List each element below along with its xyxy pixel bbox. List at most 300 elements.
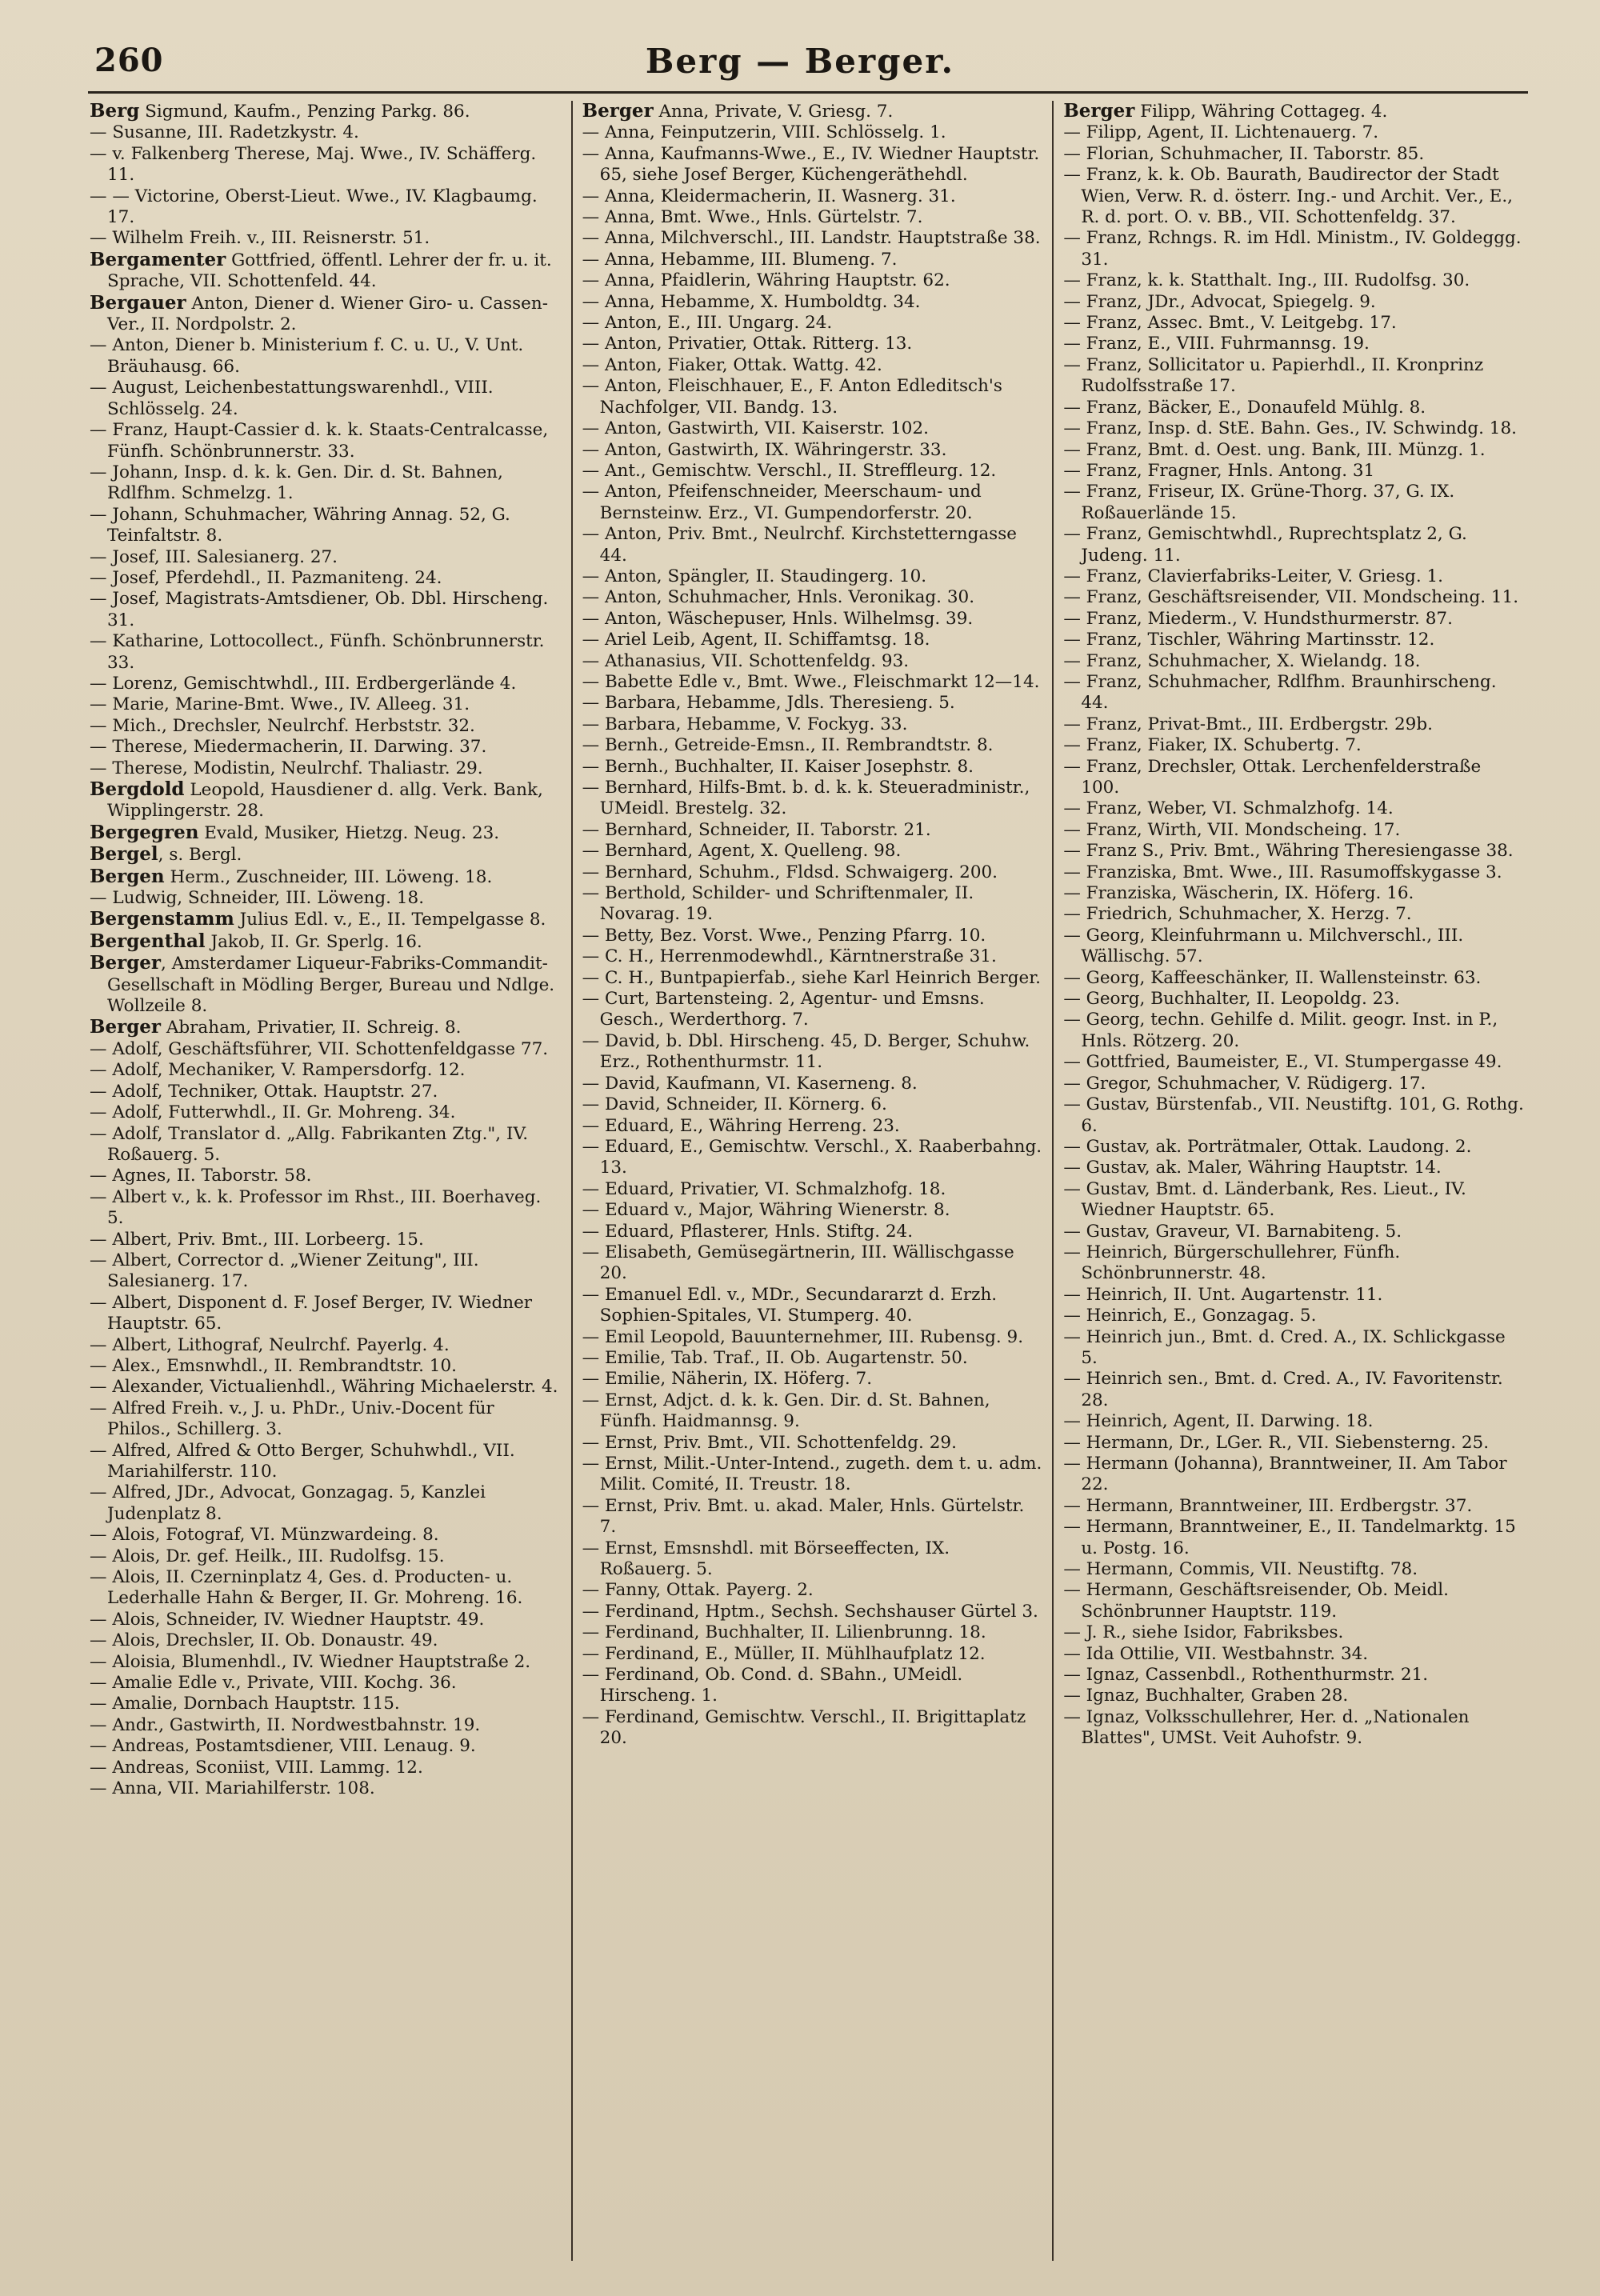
- entry-text: — Ferdinand, Ob. Cond. d. SBahn., UMeidl. Hirscheng. 1.: [582, 1665, 963, 1706]
- entry-text: — Johann, Insp. d. k. k. Gen. Dir. d. St. Bahnen, Rdlfhm. Schmelzg. 1.: [90, 462, 503, 504]
- entry-text: — Franz S., Priv. Bmt., Währing Theresiengasse 38.: [1063, 841, 1514, 862]
- entry-text: — Josef, Pferdehdl., II. Pazmaniteng. 24.: [90, 567, 442, 588]
- entry-text: — Therese, Miedermacherin, II. Darwing. 37.: [90, 737, 487, 758]
- directory-entry: [90, 1778, 562, 1799]
- directory-entry: [90, 1166, 562, 1186]
- directory-entry: [1063, 862, 1524, 883]
- entry-text: — Ernst, Priv. Bmt. u. akad. Maler, Hnls. Gürtelstr. 7.: [582, 1495, 1025, 1538]
- directory-entry: [582, 735, 1043, 756]
- entry-text: — v. Falkenberg Therese, Maj. Wwe., IV. Schäfferg. 11.: [90, 143, 537, 186]
- entry-text: — Franz, Tischler, Währing Martinsstr. 12.: [1063, 630, 1435, 650]
- directory-entry: [1063, 609, 1524, 630]
- directory-entry: [90, 779, 562, 822]
- entry-text: — Alois, Dr. gef. Heilk., III. Rudolfsg. 15.: [90, 1546, 445, 1566]
- entry-text: — Franz, Privat-Bmt., III. Erdbergstr. 29b.: [1063, 714, 1433, 734]
- entry-text: — Ant., Gemischtw. Verschl., II. Streffleurg. 12.: [582, 460, 997, 481]
- directory-entry: [1063, 101, 1524, 122]
- directory-entry: [90, 953, 562, 1017]
- directory-entry: [1063, 398, 1524, 418]
- directory-entry: [1063, 1327, 1524, 1370]
- entry-text: — Heinrich, Agent, II. Darwing. 18.: [1063, 1411, 1374, 1432]
- entry-text: — Heinrich, II. Unt. Augartenstr. 11.: [1063, 1284, 1383, 1305]
- entry-text: — Ignaz, Volksschullehrer, Her. d. „Nationalen Blattes", UMSt. Veit Auhofstr. 9.: [1063, 1706, 1470, 1749]
- directory-entry: [582, 122, 1043, 143]
- directory-entry: [90, 1060, 562, 1081]
- directory-entry: [90, 1567, 562, 1610]
- directory-entry: [90, 1377, 562, 1398]
- entry-text: — Alfred, JDr., Advocat, Gonzagag. 5, Kanzlei Judenplatz 8.: [90, 1482, 486, 1524]
- entry-surname: Berger: [90, 1016, 162, 1038]
- entry-text: — Anna, Milchverschl., III. Landstr. Hauptstraße 38.: [582, 228, 1041, 249]
- entry-text: — Franz, Schuhmacher, Rdlfhm. Braunhirscheng. 44.: [1063, 671, 1497, 714]
- running-head: Berg — Berger.: [645, 42, 955, 81]
- entry-text: — Alfred Freih. v., J. u. PhDr., Univ.-Docent für Philos., Schillerg. 3.: [90, 1398, 494, 1440]
- entry-text: — Athanasius, VII. Schottenfeldg. 93.: [582, 650, 910, 671]
- entry-text: — — Victorine, Oberst-Lieut. Wwe., IV. Klagbaumg. 17.: [90, 186, 538, 228]
- directory-entry: [90, 186, 562, 229]
- entry-surname: Berger: [582, 101, 654, 122]
- directory-entry: [582, 1137, 1043, 1179]
- directory-entry: [1063, 1517, 1524, 1559]
- entry-text: — Eduard v., Major, Währing Wienerstr. 8.: [582, 1200, 950, 1221]
- entry-text: — August, Leichenbestattungswarenhdl., VIII. Schlösselg. 24.: [90, 378, 494, 419]
- directory-entry: [582, 1644, 1043, 1665]
- entry-text: — Franz, Haupt-Cassier d. k. k. Staats-Centralcasse, Fünfh. Schönbrunnerstr. 33.: [90, 420, 549, 462]
- directory-entry: [582, 207, 1043, 228]
- entry-text: — Ferdinand, Buchhalter, II. Lilienbrunng. 18.: [582, 1622, 986, 1643]
- entry-surname: Bergegren: [90, 821, 199, 843]
- entry-text: — Anna, Pfaidlerin, Währing Hauptstr. 62.: [582, 270, 950, 291]
- entry-text: Anna, Private, V. Griesg. 7.: [653, 102, 894, 122]
- directory-entry: [90, 1082, 562, 1102]
- entry-text: — Anton, Priv. Bmt., Neulrchf. Kirchstetterngasse 44.: [582, 524, 1017, 566]
- entry-text: — Anna, Kaufmanns-Wwe., E., IV. Wiedner Hauptstr. 65, siehe Josef Berger, Küchengeräthehdl.: [582, 143, 1040, 186]
- page-number: 260: [94, 42, 164, 79]
- directory-entry: [90, 931, 562, 953]
- directory-entry: [582, 1327, 1043, 1348]
- entry-text: — Franz, Rchngs. R. im Hdl. Ministm., IV. Goldeggg. 31.: [1063, 228, 1522, 270]
- directory-entry: [1063, 228, 1524, 270]
- entry-text: — Ludwig, Schneider, III. Löweng. 18.: [90, 888, 425, 909]
- directory-entry: [1063, 735, 1524, 756]
- directory-entry: [1063, 270, 1524, 291]
- entry-text: — Anton, Wäschepuser, Hnls. Wilhelmsg. 39.: [582, 608, 974, 629]
- column-3: [1052, 101, 1534, 2261]
- entry-text: — Anton, Spängler, II. Staudingerg. 10.: [582, 566, 927, 586]
- directory-entry: [1063, 165, 1524, 228]
- entry-text: — Katharine, Lottocollect., Fünfh. Schönbrunnerstr. 33.: [90, 631, 545, 673]
- entry-text: — Franz, k. k. Ob. Baurath, Baudirector der Stadt Wien, Verw. R. d. österr. Ing.- und Archit. Ver., E., R. d. port. O. v. BB., VII. Schottenfeldg. 37.: [1063, 165, 1513, 228]
- directory-entry: [90, 1250, 562, 1293]
- directory-entry: [90, 144, 562, 186]
- entry-text: — Emil Leopold, Bauunternehmer, III. Rubensg. 9.: [582, 1326, 1024, 1347]
- entry-text: Abraham, Privatier, II. Schreig. 8.: [161, 1018, 462, 1038]
- directory-entry: [1063, 524, 1524, 566]
- directory-entry: [1063, 440, 1524, 461]
- column-1: [90, 101, 571, 2261]
- directory-entry: [1063, 1496, 1524, 1517]
- entry-text: — David, Kaufmann, VI. Kaserneng. 8.: [582, 1073, 918, 1094]
- entry-text: — Mich., Drechsler, Neulrchf. Herbststr. 32.: [90, 715, 475, 736]
- entry-text: — Adolf, Futterwhdl., II. Gr. Mohreng. 34.: [90, 1102, 456, 1123]
- directory-entry: [90, 228, 562, 249]
- entry-text: — Gustav, ak. Porträtmaler, Ottak. Laudong. 2.: [1063, 1136, 1472, 1157]
- directory-entry: [1063, 482, 1524, 524]
- directory-entry: [90, 1293, 562, 1335]
- entry-text: — Emilie, Näherin, IX. Höferg. 7.: [582, 1369, 873, 1390]
- directory-entry: [90, 462, 562, 505]
- entry-text: — Franz, Sollicitator u. Papierhdl., II. Kronprinz Rudolfsstraße 17.: [1063, 354, 1484, 397]
- directory-entry: [1063, 1369, 1524, 1411]
- entry-text: — Heinrich, Bürgerschullehrer, Fünfh. Schönbrunnerstr. 48.: [1063, 1242, 1401, 1284]
- directory-entry: [582, 609, 1043, 630]
- entry-text: — Anna, VII. Mariahilferstr. 108.: [90, 1778, 375, 1799]
- directory-entry: [1063, 841, 1524, 862]
- entry-text: — Gustav, Graveur, VI. Barnabiteng. 5.: [1063, 1221, 1402, 1242]
- entry-text: — Anna, Hebamme, III. Blumeng. 7.: [582, 249, 898, 270]
- directory-entry: [1063, 989, 1524, 1010]
- entry-text: — Eduard, Privatier, VI. Schmalzhofg. 18.: [582, 1178, 946, 1199]
- entry-text: — Franz, Friseur, IX. Grüne-Thorg. 37, G. IX. Roßauerlände 15.: [1063, 482, 1455, 523]
- directory-entry: [1063, 1707, 1524, 1750]
- entry-surname: Berg: [90, 101, 140, 122]
- entry-surname: Bergauer: [90, 291, 186, 314]
- entry-text: — Ida Ottilie, VII. Westbahnstr. 34.: [1063, 1643, 1369, 1664]
- entry-text: — Wilhelm Freih. v., III. Reisnerstr. 51.: [90, 228, 430, 249]
- directory-entry: [1063, 587, 1524, 608]
- entry-surname: Bergen: [90, 865, 165, 887]
- directory-entry: [1063, 820, 1524, 841]
- directory-entry: [582, 482, 1043, 524]
- directory-entry: [582, 968, 1043, 989]
- entry-text: , s. Bergl.: [158, 845, 242, 866]
- directory-entry: [1063, 630, 1524, 650]
- entry-text: — Susanne, III. Radetzkystr. 4.: [90, 122, 359, 143]
- directory-entry: [90, 1694, 562, 1714]
- directory-entry: [1063, 1665, 1524, 1686]
- directory-entry: [90, 1525, 562, 1546]
- entry-text: — Alois, Schneider, IV. Wiedner Hauptstr. 49.: [90, 1609, 485, 1630]
- entry-text: — Agnes, II. Taborstr. 58.: [90, 1166, 312, 1186]
- entry-text: — Franz, JDr., Advocat, Spiegelg. 9.: [1063, 291, 1376, 312]
- directory-entry: [1063, 1644, 1524, 1665]
- entry-text: — Eduard, Pflasterer, Hnls. Stiftg. 24.: [582, 1221, 914, 1242]
- entry-text: — Johann, Schuhmacher, Währing Annag. 52, G. Teinfaltstr. 8.: [90, 504, 510, 546]
- entry-text: — Ernst, Milit.-Unter-Intend., zugeth. dem t. u. adm. Milit. Comité, II. Treustr. 18.: [582, 1454, 1042, 1495]
- directory-entry: [1063, 355, 1524, 398]
- entry-text: — Franz, Assec. Bmt., V. Leitgebg. 17.: [1063, 313, 1397, 334]
- directory-entry: [1063, 1454, 1524, 1496]
- entry-surname: Bergdold: [90, 778, 185, 800]
- entry-text: — Georg, Kaffeeschänker, II. Wallensteinstr. 63.: [1063, 967, 1482, 988]
- directory-entry: [90, 694, 562, 715]
- directory-entry: [90, 1546, 562, 1567]
- entry-text: — Josef, III. Salesianerg. 27.: [90, 546, 338, 567]
- entry-text: — Georg, Buchhalter, II. Leopoldg. 23.: [1063, 989, 1400, 1010]
- entry-text: — Ferdinand, E., Müller, II. Mühlhaufplatz 12.: [582, 1643, 986, 1664]
- directory-entry: [582, 334, 1043, 354]
- directory-entry: [90, 378, 562, 420]
- directory-entry: [1063, 1010, 1524, 1052]
- entry-text: — Hermann, Dr., LGer. R., VII. Siebensterng. 25.: [1063, 1432, 1490, 1453]
- entry-text: — Franz, Wirth, VII. Mondscheing. 17.: [1063, 819, 1401, 840]
- directory-entry: [1063, 1222, 1524, 1242]
- entry-text: — Emilie, Tab. Traf., II. Ob. Augartenstr. 50.: [582, 1347, 968, 1368]
- entry-text: — Franz, Clavierfabriks-Leiter, V. Griesg. 1.: [1063, 566, 1443, 586]
- entry-text: — Andr., Gastwirth, II. Nordwestbahnstr. 19.: [90, 1714, 481, 1735]
- directory-entry: [582, 1094, 1043, 1115]
- directory-entry: [582, 1390, 1043, 1433]
- entry-text: — Amalie Edle v., Private, VIII. Kochg. 36.: [90, 1673, 457, 1694]
- directory-entry: [90, 1673, 562, 1694]
- directory-entry: [582, 1348, 1043, 1369]
- header-rule: [88, 91, 1528, 94]
- entry-text: Anton, Diener d. Wiener Giro- u. Cassen-Ver., II. Nordpolstr. 2.: [107, 293, 548, 335]
- directory-entry: [1063, 1137, 1524, 1158]
- entry-surname: Bergenstamm: [90, 908, 234, 930]
- directory-entry: [90, 716, 562, 737]
- directory-entry: [90, 293, 562, 336]
- entry-text: — Franz, Schuhmacher, X. Wielandg. 18.: [1063, 650, 1421, 671]
- directory-entry: [582, 1200, 1043, 1221]
- directory-entry: [1063, 1580, 1524, 1622]
- directory-entry: [582, 1285, 1043, 1327]
- directory-entry: [1063, 313, 1524, 334]
- directory-entry: [90, 505, 562, 547]
- entry-text: — Alfred, Alfred & Otto Berger, Schuhwhdl., VII. Mariahilferstr. 110.: [90, 1440, 515, 1482]
- entry-surname: Berger: [1063, 101, 1135, 122]
- entry-text: — Marie, Marine-Bmt. Wwe., IV. Alleeg. 31.: [90, 694, 470, 715]
- directory-entry: [582, 841, 1043, 862]
- directory-entry: [1063, 798, 1524, 819]
- directory-entry: [1063, 1094, 1524, 1137]
- entry-text: — Eduard, E., Währing Herreng. 23.: [582, 1115, 900, 1136]
- directory-entry: [90, 674, 562, 694]
- entry-text: — David, Schneider, II. Körnerg. 6.: [582, 1094, 887, 1115]
- directory-entry: [90, 1230, 562, 1250]
- entry-surname: Bergenthal: [90, 930, 206, 952]
- directory-entry: [1063, 1306, 1524, 1326]
- entry-text: — Alex., Emsnwhdl., II. Rembrandtstr. 10.: [90, 1355, 457, 1376]
- directory-entry: [90, 1441, 562, 1483]
- directory-entry: [1063, 1179, 1524, 1222]
- directory-entry: [90, 1736, 562, 1757]
- directory-entry: [90, 547, 562, 568]
- entry-text: — Ignaz, Buchhalter, Graben 28.: [1063, 1686, 1349, 1706]
- entry-text: — Bernhard, Schneider, II. Taborstr. 21.: [582, 819, 931, 840]
- directory-entry: [90, 1630, 562, 1651]
- entry-text: — Friedrich, Schuhmacher, X. Herzg. 7.: [1063, 904, 1412, 925]
- entry-text: — Therese, Modistin, Neulrchf. Thaliastr. 29.: [90, 758, 483, 778]
- entry-text: — Gustav, Bürstenfab., VII. Neustiftg. 101, G. Rothg. 6.: [1063, 1094, 1524, 1136]
- directory-entry: [1063, 757, 1524, 799]
- directory-entry: [582, 587, 1043, 608]
- entry-text: — Hermann (Johanna), Branntweiner, II. Am Tabor 22.: [1063, 1454, 1507, 1495]
- entry-text: — Anton, E., III. Ungarg. 24.: [582, 313, 833, 334]
- directory-entry: [582, 630, 1043, 650]
- directory-entry: [582, 714, 1043, 735]
- directory-entry: [90, 1652, 562, 1673]
- entry-text: — Hermann, Branntweiner, III. Erdbergstr. 37.: [1063, 1495, 1473, 1516]
- directory-entry: [582, 566, 1043, 587]
- directory-entry: [1063, 1285, 1524, 1306]
- entry-text: — Bernhard, Agent, X. Quelleng. 98.: [582, 841, 902, 862]
- directory-entry: [1063, 904, 1524, 925]
- entry-text: — Franz, Fragner, Hnls. Antong. 31: [1063, 460, 1375, 481]
- entry-text: — Adolf, Mechaniker, V. Rampersdorfg. 12.: [90, 1060, 466, 1081]
- entry-text: — Elisabeth, Gemüsegärtnerin, III. Wällischgasse 20.: [582, 1242, 1014, 1284]
- directory-entry: [582, 862, 1043, 883]
- entry-text: — Andreas, Sconiist, VIII. Lammg. 12.: [90, 1757, 423, 1778]
- directory-entry: [90, 122, 562, 143]
- entry-text: — Andreas, Postamtsdiener, VIII. Lenaug. 9.: [90, 1736, 476, 1757]
- directory-entry: [1063, 461, 1524, 482]
- entry-text: — Barbara, Hebamme, V. Fockyg. 33.: [582, 714, 908, 734]
- directory-entry: [582, 1707, 1043, 1750]
- directory-entry: [90, 1124, 562, 1166]
- directory-entry: [582, 1116, 1043, 1137]
- entry-surname: Bergel: [90, 843, 158, 866]
- directory-entry: [1063, 122, 1524, 143]
- directory-entry: [582, 144, 1043, 186]
- directory-entry: [582, 1454, 1043, 1496]
- directory-entry: [1063, 418, 1524, 439]
- entry-text: — Franz, Bäcker, E., Donaufeld Mühlg. 8.: [1063, 397, 1426, 418]
- directory-entry: [582, 1602, 1043, 1622]
- entry-text: Julius Edl. v., E., II. Tempelgasse 8.: [234, 910, 546, 930]
- entry-text: — David, b. Dbl. Hirscheng. 45, D. Berger, Schuhw. Erz., Rothenthurmstr. 11.: [582, 1030, 1030, 1073]
- entry-text: — Anton, Privatier, Ottak. Ritterg. 13.: [582, 334, 913, 354]
- directory-entry: [582, 651, 1043, 672]
- directory-entry: [90, 1482, 562, 1525]
- directory-entry: [582, 926, 1043, 946]
- directory-entry: [90, 1610, 562, 1630]
- directory-entry: [582, 1242, 1043, 1285]
- directory-entry: [582, 461, 1043, 482]
- entry-text: Jakob, II. Gr. Sperlg. 16.: [205, 931, 422, 952]
- entry-text: Leopold, Hausdiener d. allg. Verk. Bank, Wipplingerstr. 28.: [107, 780, 543, 822]
- entry-text: — Albert v., k. k. Professor im Rhst., III. Boerhaveg. 5.: [90, 1186, 542, 1229]
- directory-entry: [582, 1622, 1043, 1643]
- entry-text: — Franz, Insp. d. StE. Bahn. Ges., IV. Schwindg. 18.: [1063, 418, 1517, 439]
- entry-text: — Bernh., Buchhalter, II. Kaiser Josephstr. 8.: [582, 756, 974, 777]
- entry-text: — Adolf, Techniker, Ottak. Hauptstr. 27.: [90, 1081, 438, 1102]
- directory-entry: [582, 440, 1043, 461]
- entry-text: — Anna, Kleidermacherin, II. Wasnerg. 31.: [582, 186, 956, 206]
- entry-text: — Alexander, Victualienhdl., Währing Michaelerstr. 4.: [90, 1377, 558, 1398]
- entry-text: — Lorenz, Gemischtwhdl., III. Erdbergerlände 4.: [90, 673, 517, 694]
- entry-text: — Anton, Schuhmacher, Hnls. Veronikag. 30.: [582, 587, 975, 608]
- entry-text: — Emanuel Edl. v., MDr., Secundararzt d. Erzh. Sophien-Spitales, VI. Stumperg. 40.: [582, 1284, 998, 1326]
- directory-entry: [582, 1433, 1043, 1454]
- entry-text: — Ignaz, Cassenbdl., Rothenthurmstr. 21.: [1063, 1665, 1429, 1686]
- entry-text: — Anna, Bmt. Wwe., Hnls. Gürtelstr. 7.: [582, 207, 923, 228]
- entry-text: — Barbara, Hebamme, Jdls. Theresieng. 5.: [582, 693, 955, 714]
- directory-entry: [582, 228, 1043, 249]
- directory-entry: [582, 313, 1043, 334]
- entry-text: Sigmund, Kaufm., Penzing Parkg. 86.: [139, 102, 470, 122]
- entry-text: — Gustav, ak. Maler, Währing Hauptstr. 14.: [1063, 1158, 1442, 1178]
- entry-text: — Franz, Miederm., V. Hundsthurmerstr. 87.: [1063, 608, 1453, 629]
- entry-text: — Heinrich, E., Gonzagag. 5.: [1063, 1306, 1317, 1326]
- directory-entry: [1063, 1074, 1524, 1094]
- directory-entry: [1063, 1433, 1524, 1454]
- directory-entry: [582, 1074, 1043, 1094]
- entry-text: — Albert, Lithograf, Neulrchf. Payerlg. 4.: [90, 1334, 450, 1355]
- directory-entry: [582, 418, 1043, 439]
- entry-text: — J. R., siehe Isidor, Fabriksbes.: [1063, 1622, 1344, 1643]
- entry-text: — Josef, Magistrats-Amtsdiener, Ob. Dbl. Hirscheng. 31.: [90, 589, 549, 630]
- directory-entry: [90, 1758, 562, 1778]
- directory-entry: [1063, 1411, 1524, 1432]
- entry-text: — Franz, Geschäftsreisender, VII. Mondscheing. 11.: [1063, 587, 1519, 608]
- directory-entry: [90, 589, 562, 631]
- entry-text: — Franz, Gemischtwhdl., Ruprechtsplatz 2, G. Judeng. 11.: [1063, 524, 1467, 566]
- entry-text: — Adolf, Translator d. „Allg. Fabrikanten Ztg.", IV. Roßauerg. 5.: [90, 1123, 529, 1165]
- directory-entry: [1063, 651, 1524, 672]
- directory-entry: [90, 1102, 562, 1123]
- directory-entry: [1063, 1158, 1524, 1178]
- entry-text: — Anton, Diener b. Ministerium f. C. u. U., V. Unt. Bräuhausg. 66.: [90, 335, 524, 377]
- directory-entry: [582, 524, 1043, 566]
- entry-text: — Filipp, Agent, II. Lichtenauerg. 7.: [1063, 122, 1379, 143]
- entry-text: — Georg, Kleinfuhrmann u. Milchverschl., III. Wällischg. 57.: [1063, 925, 1464, 967]
- entry-text: — Franz, Drechsler, Ottak. Lerchenfelderstraße 100.: [1063, 756, 1482, 798]
- entry-text: — Eduard, E., Gemischtw. Verschl., X. Raaberbahng. 13.: [582, 1136, 1042, 1178]
- directory-entry: [582, 250, 1043, 270]
- directory-entry: [582, 757, 1043, 778]
- entry-text: — Franz, k. k. Statthalt. Ing., III. Rudolfsg. 30.: [1063, 270, 1470, 291]
- entry-text: — C. H., Herrenmodewhdl., Kärntnerstraße 31.: [582, 946, 997, 967]
- directory-entry: [582, 778, 1043, 820]
- directory-entry: [90, 1356, 562, 1377]
- directory-entry: [90, 1017, 562, 1038]
- entry-text: — Franz, Bmt. d. Oest. ung. Bank, III. Münzg. 1.: [1063, 439, 1486, 460]
- entry-text: Evald, Musiker, Hietzg. Neug. 23.: [198, 822, 500, 843]
- directory-entry: [582, 1580, 1043, 1601]
- entry-text: — Albert, Priv. Bmt., III. Lorbeerg. 15.: [90, 1229, 424, 1250]
- entry-text: — Ernst, Emsnshdl. mit Börseeffecten, IX. Roßauerg. 5.: [582, 1538, 950, 1580]
- directory-entry: [582, 376, 1043, 418]
- entry-text: — Albert, Corrector d. „Wiener Zeitung", III. Salesianerg. 17.: [90, 1250, 479, 1292]
- directory-entry: [90, 631, 562, 674]
- directory-entry: [582, 989, 1043, 1031]
- entry-text: — C. H., Buntpapierfab., siehe Karl Heinrich Berger.: [582, 967, 1042, 988]
- directory-entry: [1063, 334, 1524, 354]
- entry-text: — Alois, Fotograf, VI. Münzwardeing. 8.: [90, 1525, 439, 1546]
- directory-entry: [1063, 1686, 1524, 1706]
- entry-text: — Amalie, Dornbach Hauptstr. 115.: [90, 1694, 400, 1714]
- entry-text: — Babette Edle v., Bmt. Wwe., Fleischmarkt 12—14.: [582, 671, 1040, 692]
- entry-text: — Franziska, Wäscherin, IX. Höferg. 16.: [1063, 883, 1414, 904]
- directory-entry: [90, 335, 562, 378]
- directory-entry: [90, 737, 562, 758]
- entry-text: — Bernhard, Hilfs-Bmt. b. d. k. k. Steueradministr., UMeidl. Brestelg. 32.: [582, 778, 1030, 819]
- directory-entry: [1063, 1052, 1524, 1073]
- entry-text: — Curt, Bartensteing. 2, Agentur- und Emsns. Gesch., Werderthorg. 7.: [582, 989, 985, 1030]
- directory-entry: [1063, 968, 1524, 989]
- entry-surname: Berger: [90, 952, 162, 974]
- entry-text: — Alois, II. Czerninplatz 4, Ges. d. Producten- u. Lederhalle Hahn & Berger, II. Gr. Mohreng. 16.: [90, 1567, 523, 1609]
- directory-entry: [582, 946, 1043, 967]
- entry-text: — Anton, Pfeifenschneider, Meerschaum- und Bernsteinw. Erz., VI. Gumpendorferstr. 20.: [582, 482, 982, 523]
- directory-entry: [582, 1665, 1043, 1707]
- entry-text: , Amsterdamer Liqueur-Fabriks-Commandit-Gesellschaft in Mödling Berger, Bureau und Ndlge. Wollzeile 8.: [107, 954, 555, 1017]
- directory-entry: [582, 1538, 1043, 1581]
- directory-entry: [90, 888, 562, 909]
- directory-entry: [582, 101, 1043, 122]
- entry-text: — Bernhard, Schuhm., Fldsd. Schwaigerg. 200.: [582, 862, 998, 882]
